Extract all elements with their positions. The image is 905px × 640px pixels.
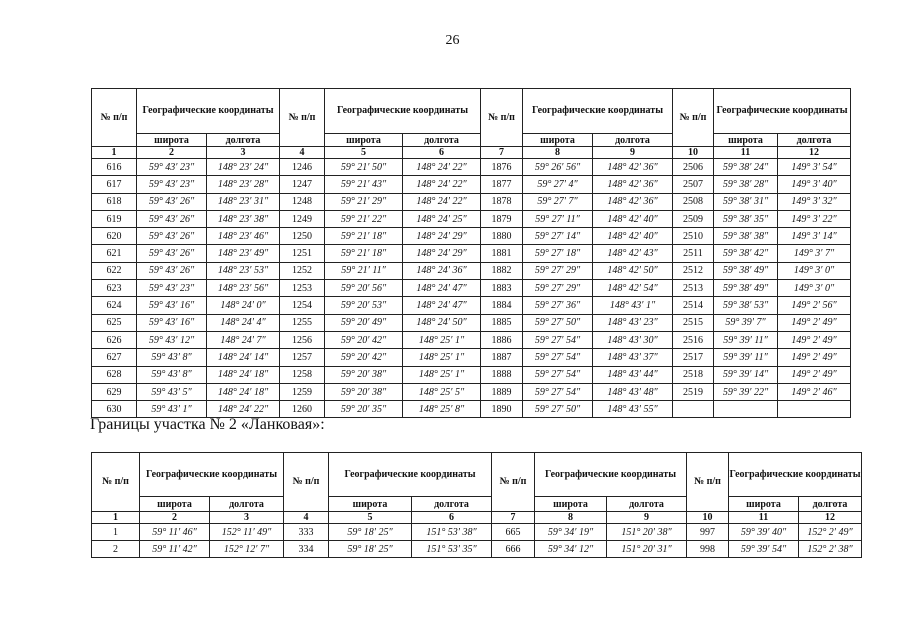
point-number-cell: 1254 [280, 297, 325, 314]
latitude-cell: 59° 20′ 35″ [325, 401, 403, 418]
point-number-cell: 1260 [280, 401, 325, 418]
latitude-cell: 59° 39′ 11″ [714, 349, 778, 366]
point-number-cell: 2514 [673, 297, 714, 314]
latitude-cell: 59° 43′ 5″ [137, 383, 207, 400]
number-header: № п/п [492, 453, 535, 512]
latitude-cell: 59° 27′ 54″ [523, 366, 593, 383]
point-number-cell: 1888 [481, 366, 523, 383]
longitude-cell: 148° 24′ 14″ [207, 349, 280, 366]
longitude-cell: 148° 42′ 50″ [593, 262, 673, 279]
point-number-cell: 1890 [481, 401, 523, 418]
longitude-cell: 148° 42′ 36″ [593, 176, 673, 193]
longitude-cell: 148° 23′ 49″ [207, 245, 280, 262]
point-number-cell: 2509 [673, 210, 714, 227]
latitude-cell: 59° 43′ 26″ [137, 210, 207, 227]
coordinates-header: Географические координаты [137, 89, 280, 134]
longitude-cell: 149° 3′ 14″ [778, 228, 851, 245]
point-number-cell: 1879 [481, 210, 523, 227]
column-number: 7 [492, 512, 535, 524]
longitude-cell: 148° 24′ 25″ [403, 210, 481, 227]
longitude-cell: 149° 2′ 46″ [778, 383, 851, 400]
longitude-cell: 151° 53′ 38″ [412, 524, 492, 541]
longitude-cell: 148° 42′ 54″ [593, 280, 673, 297]
point-number-cell: 630 [92, 401, 137, 418]
longitude-cell: 148° 25′ 1″ [403, 366, 481, 383]
longitude-header: долгота [593, 134, 673, 147]
number-header: № п/п [481, 89, 523, 147]
latitude-cell: 59° 27′ 50″ [523, 401, 593, 418]
point-number-cell: 333 [284, 524, 329, 541]
coordinates-table-2 [91, 452, 862, 558]
longitude-cell: 148° 24′ 47″ [403, 297, 481, 314]
header-row [92, 497, 862, 512]
longitude-cell: 148° 23′ 24″ [207, 159, 280, 176]
point-number-cell: 1885 [481, 314, 523, 331]
table-row [92, 245, 851, 262]
longitude-cell: 148° 24′ 0″ [207, 297, 280, 314]
point-number-cell: 997 [687, 524, 729, 541]
longitude-cell: 149° 3′ 0″ [778, 262, 851, 279]
longitude-header: долгота [210, 497, 284, 512]
latitude-cell: 59° 18′ 25″ [329, 524, 412, 541]
table-row [92, 331, 851, 348]
latitude-cell: 59° 27′ 54″ [523, 383, 593, 400]
longitude-cell: 148° 42′ 40″ [593, 210, 673, 227]
latitude-cell: 59° 43′ 26″ [137, 245, 207, 262]
column-number: 6 [412, 512, 492, 524]
longitude-cell [778, 401, 851, 418]
table-row [92, 193, 851, 210]
point-number-cell: 2518 [673, 366, 714, 383]
header-row [92, 134, 851, 147]
longitude-cell: 148° 23′ 38″ [207, 210, 280, 227]
latitude-cell: 59° 39′ 11″ [714, 331, 778, 348]
point-number-cell: 1887 [481, 349, 523, 366]
point-number-cell: 622 [92, 262, 137, 279]
latitude-cell: 59° 11′ 46″ [140, 524, 210, 541]
point-number-cell: 2512 [673, 262, 714, 279]
table-header [92, 89, 851, 159]
latitude-cell: 59° 20′ 49″ [325, 314, 403, 331]
longitude-header: долгота [607, 497, 687, 512]
latitude-cell: 59° 27′ 11″ [523, 210, 593, 227]
column-number: 7 [481, 147, 523, 159]
number-header: № п/п [92, 453, 140, 512]
latitude-header: широта [535, 497, 607, 512]
longitude-cell: 148° 24′ 36″ [403, 262, 481, 279]
longitude-cell: 148° 43′ 48″ [593, 383, 673, 400]
column-number: 8 [535, 512, 607, 524]
latitude-cell: 59° 27′ 50″ [523, 314, 593, 331]
latitude-cell: 59° 38′ 38″ [714, 228, 778, 245]
point-number-cell: 629 [92, 383, 137, 400]
point-number-cell: 621 [92, 245, 137, 262]
point-number-cell: 1256 [280, 331, 325, 348]
longitude-cell: 148° 24′ 22″ [403, 159, 481, 176]
latitude-cell: 59° 27′ 54″ [523, 331, 593, 348]
point-number-cell: 1253 [280, 280, 325, 297]
latitude-cell: 59° 21′ 18″ [325, 245, 403, 262]
column-number: 4 [280, 147, 325, 159]
coordinates-header: Географические координаты [523, 89, 673, 134]
column-number: 5 [329, 512, 412, 524]
latitude-cell: 59° 39′ 7″ [714, 314, 778, 331]
point-number-cell: 1247 [280, 176, 325, 193]
point-number-cell: 1246 [280, 159, 325, 176]
longitude-cell: 148° 24′ 22″ [403, 193, 481, 210]
column-number: 3 [210, 512, 284, 524]
page-number: 26 [445, 33, 460, 48]
column-number: 1 [92, 512, 140, 524]
latitude-cell: 59° 34′ 12″ [535, 541, 607, 558]
column-number: 11 [714, 147, 778, 159]
section-title: Границы участка № 2 «Ланковая»: [90, 416, 325, 433]
longitude-cell: 149° 3′ 32″ [778, 193, 851, 210]
longitude-cell: 148° 43′ 55″ [593, 401, 673, 418]
coordinates-header: Географические координаты [535, 453, 687, 497]
table-row [92, 210, 851, 227]
longitude-cell: 151° 20′ 31″ [607, 541, 687, 558]
latitude-cell [714, 401, 778, 418]
latitude-cell: 59° 21′ 11″ [325, 262, 403, 279]
longitude-header: долгота [207, 134, 280, 147]
longitude-cell: 151° 53′ 35″ [412, 541, 492, 558]
table-row [92, 366, 851, 383]
latitude-cell: 59° 38′ 35″ [714, 210, 778, 227]
point-number-cell: 2513 [673, 280, 714, 297]
latitude-cell: 59° 38′ 42″ [714, 245, 778, 262]
latitude-cell: 59° 43′ 8″ [137, 349, 207, 366]
longitude-cell: 148° 42′ 36″ [593, 159, 673, 176]
column-number: 4 [284, 512, 329, 524]
longitude-cell: 148° 24′ 4″ [207, 314, 280, 331]
longitude-cell: 148° 25′ 8″ [403, 401, 481, 418]
table-row [92, 176, 851, 193]
latitude-cell: 59° 18′ 25″ [329, 541, 412, 558]
latitude-cell: 59° 38′ 49″ [714, 262, 778, 279]
longitude-cell: 149° 2′ 49″ [778, 349, 851, 366]
longitude-cell: 148° 43′ 1″ [593, 297, 673, 314]
longitude-cell: 149° 2′ 49″ [778, 314, 851, 331]
table-row [92, 280, 851, 297]
column-number: 9 [593, 147, 673, 159]
longitude-cell: 149° 3′ 0″ [778, 280, 851, 297]
longitude-cell: 148° 43′ 37″ [593, 349, 673, 366]
longitude-cell: 148° 43′ 30″ [593, 331, 673, 348]
longitude-cell: 148° 24′ 29″ [403, 228, 481, 245]
latitude-cell: 59° 43′ 26″ [137, 262, 207, 279]
table-row [92, 524, 862, 541]
point-number-cell: 627 [92, 349, 137, 366]
longitude-header: долгота [403, 134, 481, 147]
point-number-cell: 2510 [673, 228, 714, 245]
latitude-cell: 59° 39′ 54″ [729, 541, 799, 558]
latitude-cell: 59° 43′ 16″ [137, 297, 207, 314]
point-number-cell: 1257 [280, 349, 325, 366]
longitude-cell: 149° 2′ 56″ [778, 297, 851, 314]
latitude-header: широта [329, 497, 412, 512]
latitude-cell: 59° 27′ 14″ [523, 228, 593, 245]
latitude-cell: 59° 27′ 29″ [523, 262, 593, 279]
point-number-cell: 666 [492, 541, 535, 558]
point-number-cell: 1259 [280, 383, 325, 400]
latitude-header: широта [137, 134, 207, 147]
longitude-cell: 149° 3′ 22″ [778, 210, 851, 227]
column-number-row [92, 512, 862, 524]
point-number-cell: 2507 [673, 176, 714, 193]
point-number-cell: 619 [92, 210, 137, 227]
longitude-cell: 151° 20′ 38″ [607, 524, 687, 541]
latitude-cell: 59° 39′ 22″ [714, 383, 778, 400]
latitude-cell: 59° 38′ 28″ [714, 176, 778, 193]
latitude-cell: 59° 21′ 22″ [325, 210, 403, 227]
latitude-cell: 59° 43′ 23″ [137, 176, 207, 193]
coordinates-table-1 [91, 88, 851, 418]
point-number-cell: 618 [92, 193, 137, 210]
longitude-cell: 148° 23′ 28″ [207, 176, 280, 193]
latitude-cell: 59° 20′ 38″ [325, 366, 403, 383]
table-body [92, 524, 862, 558]
longitude-cell: 148° 42′ 36″ [593, 193, 673, 210]
point-number-cell: 1878 [481, 193, 523, 210]
longitude-cell: 149° 2′ 49″ [778, 331, 851, 348]
latitude-cell: 59° 21′ 43″ [325, 176, 403, 193]
point-number-cell: 623 [92, 280, 137, 297]
point-number-cell: 620 [92, 228, 137, 245]
latitude-header: широта [714, 134, 778, 147]
longitude-cell: 149° 3′ 7″ [778, 245, 851, 262]
coordinates-header: Географические координаты [714, 89, 851, 134]
point-number-cell: 626 [92, 331, 137, 348]
latitude-cell: 59° 43′ 23″ [137, 159, 207, 176]
latitude-cell: 59° 26′ 56″ [523, 159, 593, 176]
point-number-cell: 624 [92, 297, 137, 314]
column-number: 10 [687, 512, 729, 524]
longitude-cell: 148° 24′ 47″ [403, 280, 481, 297]
longitude-cell: 152° 11′ 49″ [210, 524, 284, 541]
longitude-cell: 148° 24′ 29″ [403, 245, 481, 262]
longitude-cell: 148° 25′ 5″ [403, 383, 481, 400]
latitude-header: широта [325, 134, 403, 147]
point-number-cell: 2506 [673, 159, 714, 176]
point-number-cell [673, 401, 714, 418]
point-number-cell: 1882 [481, 262, 523, 279]
column-number: 12 [799, 512, 862, 524]
latitude-cell: 59° 43′ 23″ [137, 280, 207, 297]
latitude-cell: 59° 20′ 56″ [325, 280, 403, 297]
longitude-header: долгота [412, 497, 492, 512]
longitude-cell: 152° 12′ 7″ [210, 541, 284, 558]
table-row [92, 541, 862, 558]
point-number-cell: 1877 [481, 176, 523, 193]
longitude-cell: 149° 3′ 54″ [778, 159, 851, 176]
longitude-cell: 148° 23′ 53″ [207, 262, 280, 279]
point-number-cell: 1249 [280, 210, 325, 227]
column-number: 9 [607, 512, 687, 524]
latitude-cell: 59° 27′ 29″ [523, 280, 593, 297]
latitude-cell: 59° 34′ 19″ [535, 524, 607, 541]
point-number-cell: 334 [284, 541, 329, 558]
point-number-cell: 1886 [481, 331, 523, 348]
number-header: № п/п [284, 453, 329, 512]
latitude-cell: 59° 38′ 31″ [714, 193, 778, 210]
coordinates-header: Географические координаты [140, 453, 284, 497]
column-number: 5 [325, 147, 403, 159]
latitude-cell: 59° 11′ 42″ [140, 541, 210, 558]
coordinates-header: Географические координаты [325, 89, 481, 134]
latitude-header: широта [140, 497, 210, 512]
longitude-cell: 148° 23′ 31″ [207, 193, 280, 210]
latitude-cell: 59° 21′ 18″ [325, 228, 403, 245]
table-row [92, 262, 851, 279]
latitude-cell: 59° 39′ 14″ [714, 366, 778, 383]
column-number-row [92, 147, 851, 159]
number-header: № п/п [687, 453, 729, 512]
latitude-cell: 59° 43′ 12″ [137, 331, 207, 348]
latitude-cell: 59° 27′ 18″ [523, 245, 593, 262]
table-row [92, 383, 851, 400]
latitude-cell: 59° 27′ 54″ [523, 349, 593, 366]
point-number-cell: 1248 [280, 193, 325, 210]
column-number: 11 [729, 512, 799, 524]
coordinates-header: Географические координаты [329, 453, 492, 497]
longitude-cell: 148° 43′ 23″ [593, 314, 673, 331]
latitude-cell: 59° 38′ 24″ [714, 159, 778, 176]
longitude-cell: 148° 43′ 44″ [593, 366, 673, 383]
longitude-cell: 148° 23′ 56″ [207, 280, 280, 297]
latitude-cell: 59° 21′ 50″ [325, 159, 403, 176]
number-header: № п/п [280, 89, 325, 147]
number-header: № п/п [92, 89, 137, 147]
longitude-cell: 148° 25′ 1″ [403, 331, 481, 348]
point-number-cell: 2511 [673, 245, 714, 262]
latitude-cell: 59° 43′ 26″ [137, 228, 207, 245]
point-number-cell: 1884 [481, 297, 523, 314]
longitude-header: долгота [778, 134, 851, 147]
table-row [92, 349, 851, 366]
table-header [92, 453, 862, 524]
column-number: 2 [137, 147, 207, 159]
latitude-cell: 59° 43′ 16″ [137, 314, 207, 331]
header-row [92, 453, 862, 497]
latitude-cell: 59° 27′ 36″ [523, 297, 593, 314]
latitude-cell: 59° 20′ 42″ [325, 349, 403, 366]
longitude-cell: 149° 3′ 40″ [778, 176, 851, 193]
longitude-cell: 148° 42′ 43″ [593, 245, 673, 262]
point-number-cell: 2517 [673, 349, 714, 366]
number-header: № п/п [673, 89, 714, 147]
table-row [92, 228, 851, 245]
latitude-cell: 59° 27′ 4″ [523, 176, 593, 193]
point-number-cell: 1258 [280, 366, 325, 383]
point-number-cell: 2519 [673, 383, 714, 400]
point-number-cell: 1889 [481, 383, 523, 400]
table-row [92, 159, 851, 176]
longitude-cell: 148° 24′ 22″ [403, 176, 481, 193]
point-number-cell: 1883 [481, 280, 523, 297]
latitude-cell: 59° 21′ 29″ [325, 193, 403, 210]
longitude-cell: 152° 2′ 49″ [799, 524, 862, 541]
longitude-cell: 148° 24′ 7″ [207, 331, 280, 348]
longitude-cell: 148° 25′ 1″ [403, 349, 481, 366]
point-number-cell: 1 [92, 524, 140, 541]
longitude-cell: 149° 2′ 49″ [778, 366, 851, 383]
latitude-cell: 59° 20′ 42″ [325, 331, 403, 348]
coordinates-header: Географические координаты [729, 453, 862, 497]
latitude-cell: 59° 43′ 26″ [137, 193, 207, 210]
table-body [92, 159, 851, 418]
longitude-cell: 148° 24′ 18″ [207, 383, 280, 400]
point-number-cell: 1880 [481, 228, 523, 245]
column-number: 12 [778, 147, 851, 159]
longitude-cell: 148° 42′ 40″ [593, 228, 673, 245]
point-number-cell: 2508 [673, 193, 714, 210]
point-number-cell: 998 [687, 541, 729, 558]
point-number-cell: 665 [492, 524, 535, 541]
latitude-cell: 59° 43′ 1″ [137, 401, 207, 418]
longitude-cell: 148° 23′ 46″ [207, 228, 280, 245]
column-number: 2 [140, 512, 210, 524]
latitude-cell: 59° 27′ 7″ [523, 193, 593, 210]
latitude-cell: 59° 38′ 49″ [714, 280, 778, 297]
point-number-cell: 616 [92, 159, 137, 176]
point-number-cell: 2515 [673, 314, 714, 331]
latitude-cell: 59° 38′ 53″ [714, 297, 778, 314]
point-number-cell: 617 [92, 176, 137, 193]
column-number: 8 [523, 147, 593, 159]
point-number-cell: 628 [92, 366, 137, 383]
latitude-cell: 59° 43′ 8″ [137, 366, 207, 383]
point-number-cell: 1255 [280, 314, 325, 331]
header-row [92, 89, 851, 134]
point-number-cell: 2516 [673, 331, 714, 348]
table-row [92, 314, 851, 331]
longitude-cell: 148° 24′ 50″ [403, 314, 481, 331]
point-number-cell: 1252 [280, 262, 325, 279]
longitude-cell: 148° 24′ 18″ [207, 366, 280, 383]
column-number: 10 [673, 147, 714, 159]
point-number-cell: 2 [92, 541, 140, 558]
point-number-cell: 1876 [481, 159, 523, 176]
longitude-cell: 152° 2′ 38″ [799, 541, 862, 558]
latitude-cell: 59° 20′ 38″ [325, 383, 403, 400]
column-number: 3 [207, 147, 280, 159]
table-row [92, 297, 851, 314]
latitude-cell: 59° 39′ 40″ [729, 524, 799, 541]
point-number-cell: 1251 [280, 245, 325, 262]
latitude-cell: 59° 20′ 53″ [325, 297, 403, 314]
column-number: 6 [403, 147, 481, 159]
point-number-cell: 1881 [481, 245, 523, 262]
point-number-cell: 1250 [280, 228, 325, 245]
longitude-header: долгота [799, 497, 862, 512]
longitude-cell: 148° 24′ 22″ [207, 401, 280, 418]
column-number: 1 [92, 147, 137, 159]
point-number-cell: 625 [92, 314, 137, 331]
latitude-header: широта [729, 497, 799, 512]
latitude-header: широта [523, 134, 593, 147]
